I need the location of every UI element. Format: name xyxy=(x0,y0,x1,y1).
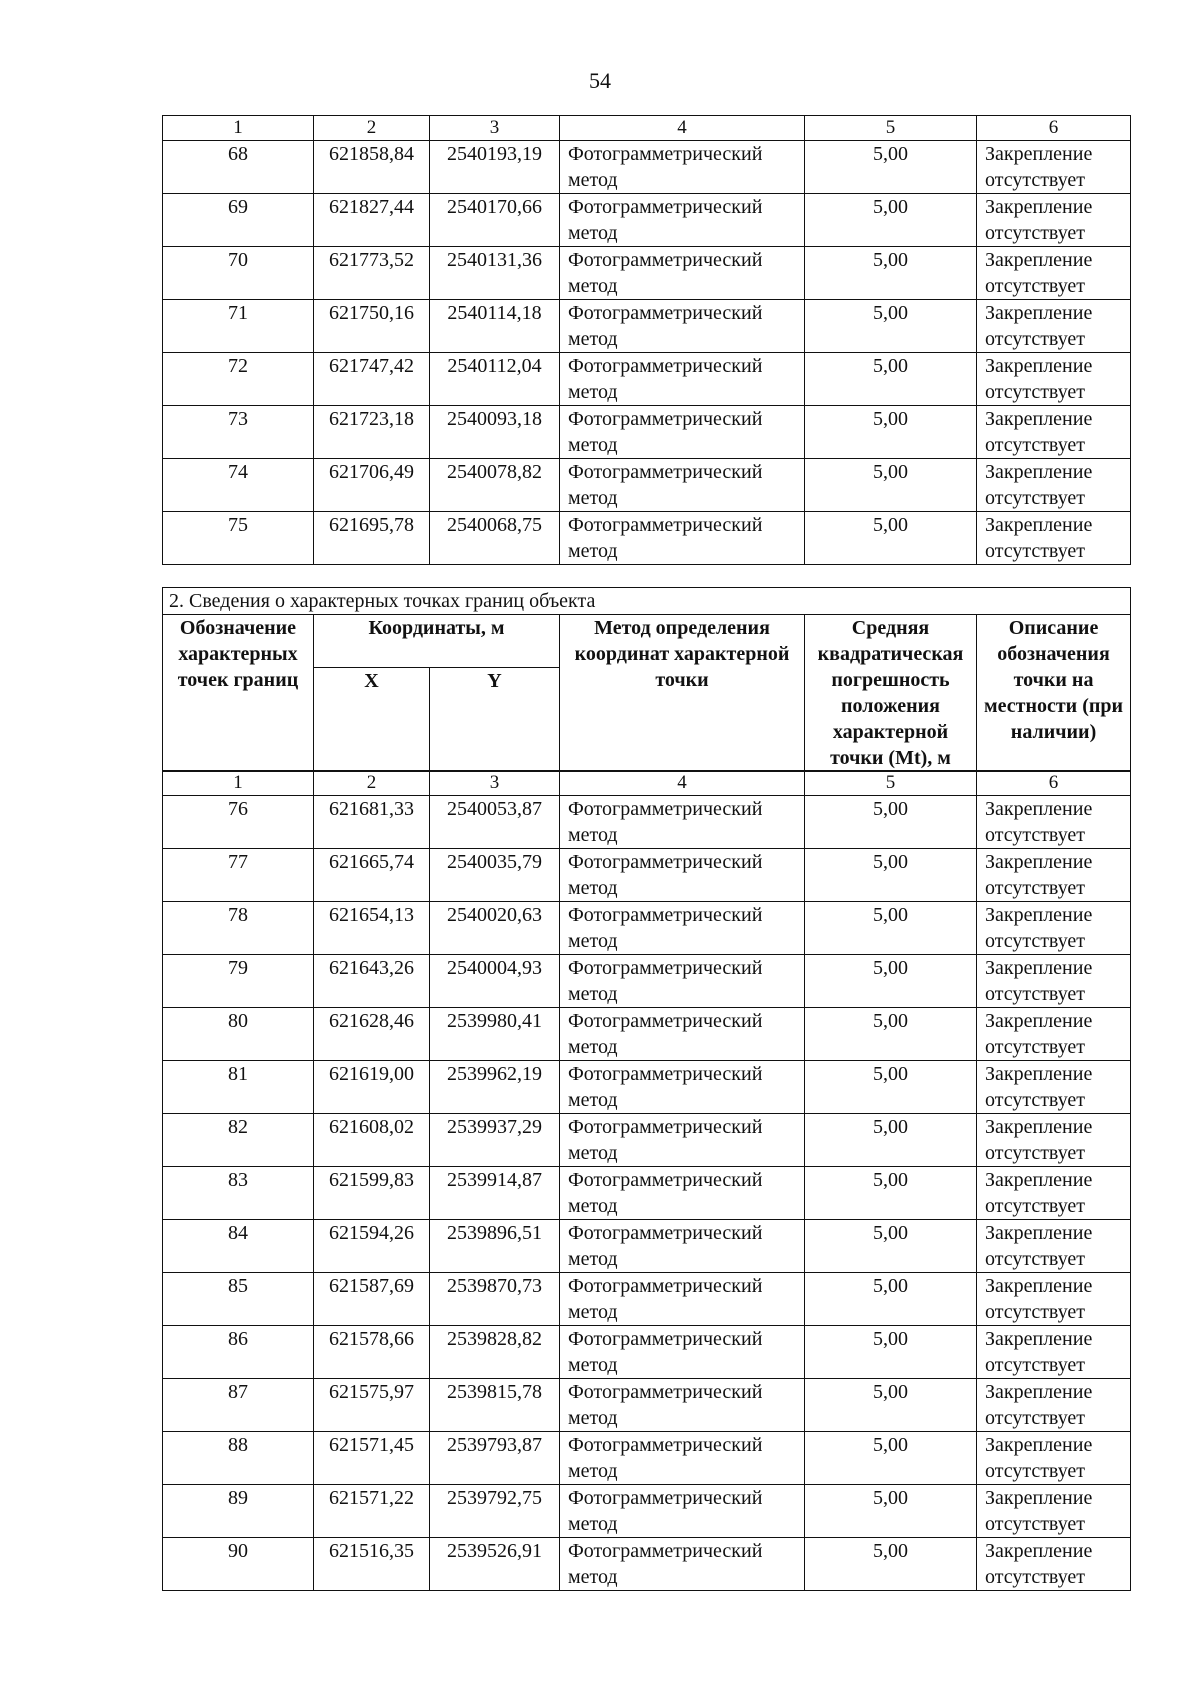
method-cell: Фотограмметрический метод xyxy=(560,1167,805,1220)
description-cell: Закрепление отсутствует xyxy=(977,1273,1131,1326)
header-description: Описание обозначения точки на местности (при наличии) xyxy=(977,615,1131,772)
error-cell: 5,00 xyxy=(805,406,977,459)
error-cell: 5,00 xyxy=(805,459,977,512)
x-coordinate-cell: 621747,42 xyxy=(314,353,430,406)
point-number-cell: 83 xyxy=(163,1167,314,1220)
x-coordinate-cell: 621587,69 xyxy=(314,1273,430,1326)
error-cell: 5,00 xyxy=(805,512,977,565)
error-cell: 5,00 xyxy=(805,849,977,902)
description-cell: Закрепление отсутствует xyxy=(977,1379,1131,1432)
x-coordinate-cell: 621599,83 xyxy=(314,1167,430,1220)
point-number-cell: 79 xyxy=(163,955,314,1008)
header-designation: Обозначение характерных точек границ xyxy=(163,615,314,772)
y-coordinate-cell: 2539980,41 xyxy=(430,1008,560,1061)
x-coordinate-cell: 621516,35 xyxy=(314,1538,430,1591)
error-cell: 5,00 xyxy=(805,1273,977,1326)
point-number-cell: 69 xyxy=(163,194,314,247)
column-number: 5 xyxy=(805,771,977,796)
point-number-cell: 89 xyxy=(163,1485,314,1538)
y-coordinate-cell: 2540068,75 xyxy=(430,512,560,565)
column-number-row xyxy=(163,771,1131,796)
point-number-cell: 86 xyxy=(163,1326,314,1379)
method-cell: Фотограмметрический метод xyxy=(560,955,805,1008)
y-coordinate-cell: 2539793,87 xyxy=(430,1432,560,1485)
table-row xyxy=(163,194,1131,247)
y-coordinate-cell: 2539526,91 xyxy=(430,1538,560,1591)
x-coordinate-cell: 621643,26 xyxy=(314,955,430,1008)
column-number: 1 xyxy=(163,116,314,141)
table-body xyxy=(163,771,1131,1591)
table-row xyxy=(163,1220,1131,1273)
point-number-cell: 74 xyxy=(163,459,314,512)
y-coordinate-cell: 2540170,66 xyxy=(430,194,560,247)
error-cell: 5,00 xyxy=(805,194,977,247)
description-cell: Закрепление отсутствует xyxy=(977,1485,1131,1538)
table-row xyxy=(163,300,1131,353)
x-coordinate-cell: 621827,44 xyxy=(314,194,430,247)
coordinates-table xyxy=(162,770,1131,1591)
table-row xyxy=(163,247,1131,300)
table-row xyxy=(163,1273,1131,1326)
error-cell: 5,00 xyxy=(805,1061,977,1114)
table-row xyxy=(163,1167,1131,1220)
table-row xyxy=(163,512,1131,565)
point-number-cell: 78 xyxy=(163,902,314,955)
point-number-cell: 81 xyxy=(163,1061,314,1114)
error-cell: 5,00 xyxy=(805,1326,977,1379)
page-number: 54 xyxy=(589,68,611,93)
table-row xyxy=(163,849,1131,902)
x-coordinate-cell: 621654,13 xyxy=(314,902,430,955)
description-cell: Закрепление отсутствует xyxy=(977,141,1131,194)
y-coordinate-cell: 2539792,75 xyxy=(430,1485,560,1538)
section-title: 2. Сведения о характерных точках границ объекта xyxy=(163,588,1131,615)
column-number: 4 xyxy=(560,116,805,141)
header-row xyxy=(163,615,1131,668)
method-cell: Фотограмметрический метод xyxy=(560,1273,805,1326)
description-cell: Закрепление отсутствует xyxy=(977,247,1131,300)
table-row xyxy=(163,1114,1131,1167)
x-coordinate-cell: 621619,00 xyxy=(314,1061,430,1114)
header-x: X xyxy=(314,668,430,772)
y-coordinate-cell: 2539870,73 xyxy=(430,1273,560,1326)
y-coordinate-cell: 2540114,18 xyxy=(430,300,560,353)
description-cell: Закрепление отсутствует xyxy=(977,1061,1131,1114)
point-number-cell: 71 xyxy=(163,300,314,353)
description-cell: Закрепление отсутствует xyxy=(977,406,1131,459)
x-coordinate-cell: 621706,49 xyxy=(314,459,430,512)
method-cell: Фотограмметрический метод xyxy=(560,1485,805,1538)
point-number-cell: 88 xyxy=(163,1432,314,1485)
method-cell: Фотограмметрический метод xyxy=(560,459,805,512)
y-coordinate-cell: 2539914,87 xyxy=(430,1167,560,1220)
y-coordinate-cell: 2539896,51 xyxy=(430,1220,560,1273)
point-number-cell: 82 xyxy=(163,1114,314,1167)
point-number-cell: 87 xyxy=(163,1379,314,1432)
error-cell: 5,00 xyxy=(805,1432,977,1485)
method-cell: Фотограмметрический метод xyxy=(560,406,805,459)
method-cell: Фотограмметрический метод xyxy=(560,902,805,955)
x-coordinate-cell: 621665,74 xyxy=(314,849,430,902)
error-cell: 5,00 xyxy=(805,1220,977,1273)
column-number: 2 xyxy=(314,771,430,796)
description-cell: Закрепление отсутствует xyxy=(977,955,1131,1008)
table-body xyxy=(163,116,1131,565)
table-row xyxy=(163,1326,1131,1379)
point-number-cell: 75 xyxy=(163,512,314,565)
x-coordinate-cell: 621773,52 xyxy=(314,247,430,300)
point-number-cell: 84 xyxy=(163,1220,314,1273)
method-cell: Фотограмметрический метод xyxy=(560,1432,805,1485)
point-number-cell: 73 xyxy=(163,406,314,459)
y-coordinate-cell: 2539937,29 xyxy=(430,1114,560,1167)
column-number: 3 xyxy=(430,116,560,141)
description-cell: Закрепление отсутствует xyxy=(977,902,1131,955)
y-coordinate-cell: 2540020,63 xyxy=(430,902,560,955)
description-cell: Закрепление отсутствует xyxy=(977,512,1131,565)
error-cell: 5,00 xyxy=(805,353,977,406)
y-coordinate-cell: 2540004,93 xyxy=(430,955,560,1008)
description-cell: Закрепление отсутствует xyxy=(977,1008,1131,1061)
point-number-cell: 90 xyxy=(163,1538,314,1591)
column-number: 1 xyxy=(163,771,314,796)
error-cell: 5,00 xyxy=(805,796,977,849)
description-cell: Закрепление отсутствует xyxy=(977,1220,1131,1273)
method-cell: Фотограмметрический метод xyxy=(560,353,805,406)
error-cell: 5,00 xyxy=(805,300,977,353)
method-cell: Фотограмметрический метод xyxy=(560,1538,805,1591)
y-coordinate-cell: 2540112,04 xyxy=(430,353,560,406)
error-cell: 5,00 xyxy=(805,955,977,1008)
method-cell: Фотограмметрический метод xyxy=(560,141,805,194)
header-coordinates: Координаты, м xyxy=(314,615,560,668)
point-number-cell: 68 xyxy=(163,141,314,194)
x-coordinate-cell: 621608,02 xyxy=(314,1114,430,1167)
y-coordinate-cell: 2540078,82 xyxy=(430,459,560,512)
y-coordinate-cell: 2539815,78 xyxy=(430,1379,560,1432)
error-cell: 5,00 xyxy=(805,141,977,194)
y-coordinate-cell: 2540131,36 xyxy=(430,247,560,300)
method-cell: Фотограмметрический метод xyxy=(560,849,805,902)
y-coordinate-cell: 2539962,19 xyxy=(430,1061,560,1114)
error-cell: 5,00 xyxy=(805,1379,977,1432)
x-coordinate-cell: 621571,45 xyxy=(314,1432,430,1485)
table-row xyxy=(163,1432,1131,1485)
y-coordinate-cell: 2540053,87 xyxy=(430,796,560,849)
header-error: Средняя квадратическая погрешность положения характерной точки (Mt), м xyxy=(805,615,977,772)
method-cell: Фотограмметрический метод xyxy=(560,247,805,300)
point-number-cell: 77 xyxy=(163,849,314,902)
x-coordinate-cell: 621750,16 xyxy=(314,300,430,353)
x-coordinate-cell: 621858,84 xyxy=(314,141,430,194)
description-cell: Закрепление отсутствует xyxy=(977,1432,1131,1485)
description-cell: Закрепление отсутствует xyxy=(977,1326,1131,1379)
x-coordinate-cell: 621575,97 xyxy=(314,1379,430,1432)
method-cell: Фотограмметрический метод xyxy=(560,1061,805,1114)
table-row xyxy=(163,459,1131,512)
table-row xyxy=(163,1379,1131,1432)
y-coordinate-cell: 2540193,19 xyxy=(430,141,560,194)
y-coordinate-cell: 2540093,18 xyxy=(430,406,560,459)
table-row xyxy=(163,1538,1131,1591)
method-cell: Фотограмметрический метод xyxy=(560,300,805,353)
y-coordinate-cell: 2539828,82 xyxy=(430,1326,560,1379)
y-coordinate-cell: 2540035,79 xyxy=(430,849,560,902)
error-cell: 5,00 xyxy=(805,1008,977,1061)
error-cell: 5,00 xyxy=(805,1538,977,1591)
method-cell: Фотограмметрический метод xyxy=(560,1008,805,1061)
column-number: 4 xyxy=(560,771,805,796)
x-coordinate-cell: 621681,33 xyxy=(314,796,430,849)
point-number-cell: 72 xyxy=(163,353,314,406)
error-cell: 5,00 xyxy=(805,1114,977,1167)
description-cell: Закрепление отсутствует xyxy=(977,459,1131,512)
column-number: 6 xyxy=(977,771,1131,796)
description-cell: Закрепление отсутствует xyxy=(977,1538,1131,1591)
x-coordinate-cell: 621594,26 xyxy=(314,1220,430,1273)
table-row xyxy=(163,353,1131,406)
point-number-cell: 70 xyxy=(163,247,314,300)
table-row xyxy=(163,1485,1131,1538)
method-cell: Фотограмметрический метод xyxy=(560,1220,805,1273)
point-number-cell: 80 xyxy=(163,1008,314,1061)
error-cell: 5,00 xyxy=(805,1167,977,1220)
error-cell: 5,00 xyxy=(805,1485,977,1538)
description-cell: Закрепление отсутствует xyxy=(977,1167,1131,1220)
description-cell: Закрепление отсутствует xyxy=(977,1114,1131,1167)
section-title-row xyxy=(163,588,1131,615)
error-cell: 5,00 xyxy=(805,902,977,955)
table-row xyxy=(163,955,1131,1008)
column-number: 2 xyxy=(314,116,430,141)
column-number-row xyxy=(163,116,1131,141)
x-coordinate-cell: 621571,22 xyxy=(314,1485,430,1538)
column-number: 5 xyxy=(805,116,977,141)
table-row xyxy=(163,141,1131,194)
point-number-cell: 85 xyxy=(163,1273,314,1326)
coordinates-table-continued xyxy=(162,115,1131,565)
column-number: 6 xyxy=(977,116,1131,141)
x-coordinate-cell: 621723,18 xyxy=(314,406,430,459)
header-y: Y xyxy=(430,668,560,772)
x-coordinate-cell: 621628,46 xyxy=(314,1008,430,1061)
method-cell: Фотограмметрический метод xyxy=(560,512,805,565)
description-cell: Закрепление отсутствует xyxy=(977,353,1131,406)
section-header-table xyxy=(162,587,1131,772)
column-number: 3 xyxy=(430,771,560,796)
table-row xyxy=(163,406,1131,459)
table-row xyxy=(163,1061,1131,1114)
x-coordinate-cell: 621578,66 xyxy=(314,1326,430,1379)
description-cell: Закрепление отсутствует xyxy=(977,300,1131,353)
x-coordinate-cell: 621695,78 xyxy=(314,512,430,565)
method-cell: Фотограмметрический метод xyxy=(560,1114,805,1167)
method-cell: Фотограмметрический метод xyxy=(560,194,805,247)
method-cell: Фотограмметрический метод xyxy=(560,796,805,849)
description-cell: Закрепление отсутствует xyxy=(977,849,1131,902)
method-cell: Фотограмметрический метод xyxy=(560,1379,805,1432)
method-cell: Фотограмметрический метод xyxy=(560,1326,805,1379)
table-row xyxy=(163,1008,1131,1061)
description-cell: Закрепление отсутствует xyxy=(977,796,1131,849)
description-cell: Закрепление отсутствует xyxy=(977,194,1131,247)
table-row xyxy=(163,902,1131,955)
point-number-cell: 76 xyxy=(163,796,314,849)
table-row xyxy=(163,796,1131,849)
header-method: Метод определения координат характерной точки xyxy=(560,615,805,772)
error-cell: 5,00 xyxy=(805,247,977,300)
